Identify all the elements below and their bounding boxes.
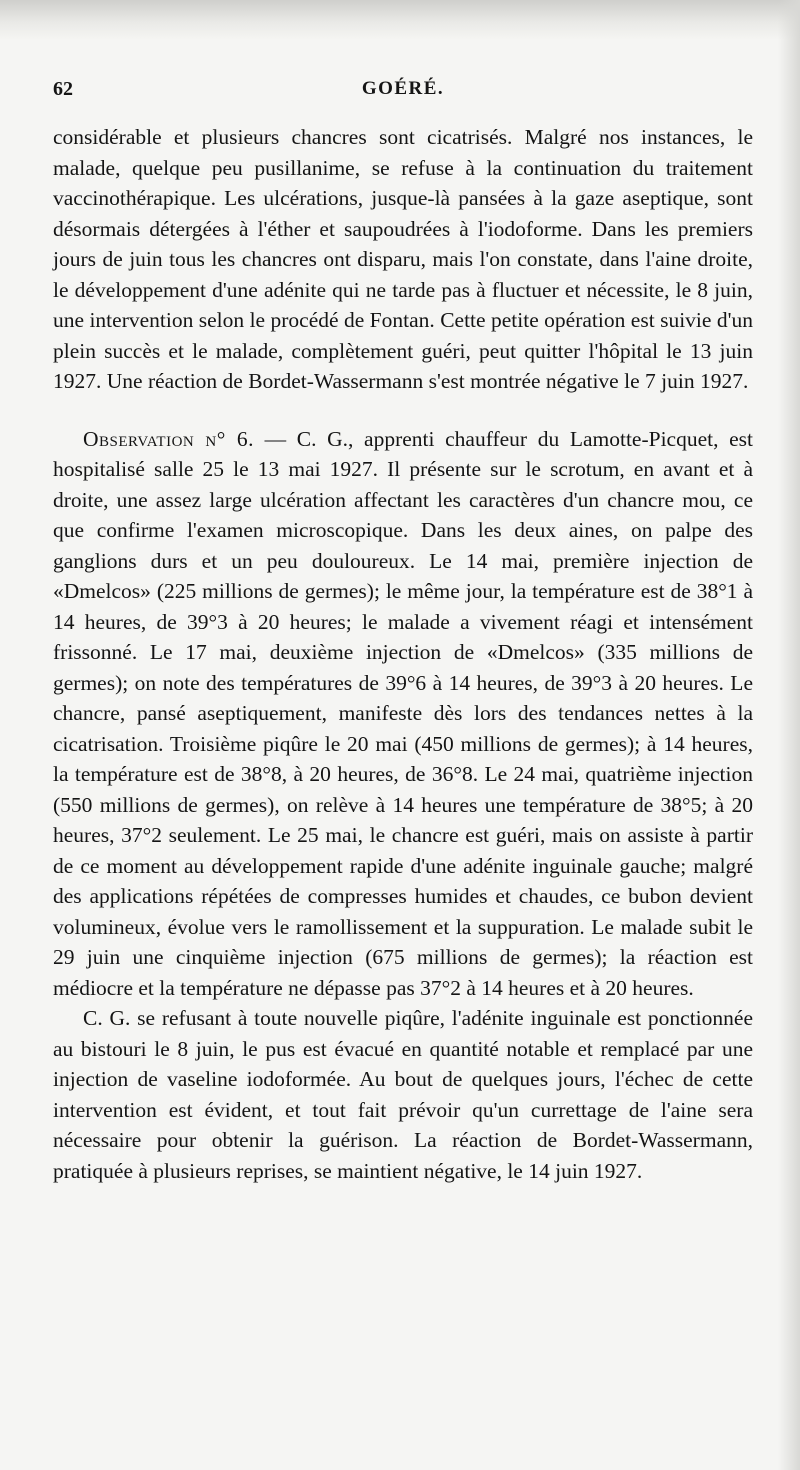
running-head: GOÉRÉ. [361,78,445,99]
scan-shadow-right [778,0,800,1470]
page-header [53,78,753,108]
paragraph-followup: C. G. se refusant à toute nouvelle piqûre, l'adénite inguinale est ponctionnée au bistouri le 8 juin, le pus est évacué en quantité notable et remplacé par une injection de vaseline iodoformée. Au bout de quelques jours, l'échec de cette intervention est évident, et tout fait prévoir qu'un currettage de l'aine sera nécessaire pour obtenir la guérison. La réaction de Bordet-Wassermann, pratiquée à plusieurs reprises, se maintient négative, le 14 juin 1927. [53,1006,753,1183]
body-text [53,122,753,1186]
paragraph-continuation: considérable et plusieurs chancres sont cicatrisés. Malgré nos instances, le malade, quelque peu pusillanime, se refuse à la continuation du traitement vaccinothérapique. Les ulcérations, jusque-là pansées à la gaze aseptique, sont désormais détergées à l'éther et saupoudrées à l'iodoforme. Dans les premiers jours de juin tous les chancres ont disparu, mais l'on constate, dans l'aine droite, le développement d'une adénite qui ne tarde pas à fluctuer et nécessite, le 8 juin, une intervention selon le procédé de Fontan. Cette petite opération est suivie d'un plein succès et le malade, complètement guéri, peut quitter l'hôpital le 13 juin 1927. Une réaction de Bordet-Wassermann s'est montrée négative le 7 juin 1927. [53,125,753,393]
scan-shadow-top [0,0,800,40]
page-number: 62 [53,78,73,100]
observation-label: Observation n° 6. [83,426,255,451]
paragraph-observation-6 [53,424,753,1004]
observation-text: — C. G., apprenti chauffeur du Lamotte-Picquet, est hospitalisé salle 25 le 13 mai 1927. Il présente sur le scrotum, en avant et à droite, une assez large ulcération affectant les caractères d'un chancre mou, ce que confirme l'examen microscopique. Dans les deux aines, on palpe des ganglions durs et un peu douloureux. Le 14 mai, première injection de «Dmelcos» (225 millions de germes); le même jour, la température est de 38°1 à 14 heures, de 39°3 à 20 heures; le malade a vivement réagi et intensément frissonné. Le 17 mai, deuxième injection de «Dmelcos» (335 millions de germes); on note des températures de 39°6 à 14 heures, de 39°3 à 20 heures. Le chancre, pansé aseptiquement, manifeste dès lors des tendances nettes à la cicatrisation. Troisième piqûre le 20 mai (450 millions de germes); à 14 heures, la température est de 38°8, à 20 heures, de 36°8. Le 24 mai, quatrième injection (550 millions de germes), on relève à 14 heures une température de 38°5; à 20 heures, 37°2 seulement. Le 25 mai, le chancre est guéri, mais on assiste à partir de ce moment au développement rapide d'une adénite inguinale gauche; malgré des applications répétées de compresses humides et chaudes, ce bubon devient volumineux, évolue vers le ramollissement et la suppuration. Le malade subit le 29 juin une cinquième injection (675 millions de germes); la réaction est médiocre et la température ne dépasse pas 37°2 à 14 heures et à 20 heures. [53,426,753,1000]
